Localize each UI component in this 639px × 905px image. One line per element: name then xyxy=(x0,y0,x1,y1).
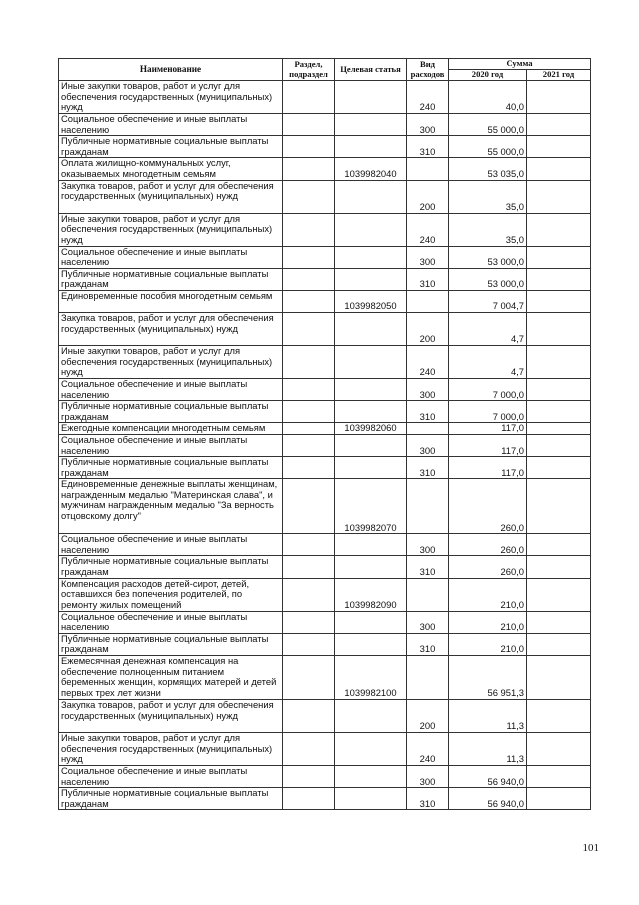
row-expense-type-cell: 300 xyxy=(407,378,449,400)
row-name-cell: Иные закупки товаров, работ и услуг для обеспечения государственных (муниципальных) нужд xyxy=(59,213,283,246)
row-name-cell: Иные закупки товаров, работ и услуг для обеспечения государственных (муниципальных) нужд xyxy=(59,81,283,114)
table-body xyxy=(59,81,591,810)
row-section-cell xyxy=(283,556,335,578)
row-amount-2020-cell: 117,0 xyxy=(449,423,527,435)
table-row xyxy=(59,611,591,633)
table-row xyxy=(59,136,591,158)
row-amount-2020-cell: 210,0 xyxy=(449,633,527,655)
row-amount-2020-cell: 117,0 xyxy=(449,434,527,456)
table-row xyxy=(59,81,591,114)
row-section-cell xyxy=(283,733,335,766)
row-name-cell: Публичные нормативные социальные выплаты гражданам xyxy=(59,136,283,158)
row-target-code-cell xyxy=(335,401,407,423)
row-amount-2020-cell: 7 000,0 xyxy=(449,401,527,423)
row-section-cell xyxy=(283,345,335,378)
row-section-cell xyxy=(283,788,335,810)
table-row xyxy=(59,114,591,136)
row-expense-type-cell: 310 xyxy=(407,457,449,479)
row-section-cell xyxy=(283,434,335,456)
row-amount-2021-cell xyxy=(527,213,591,246)
table-row xyxy=(59,312,591,345)
row-target-code-cell: 1039982100 xyxy=(335,656,407,700)
row-section-cell xyxy=(283,457,335,479)
row-name-cell: Социальное обеспечение и иные выплаты населению xyxy=(59,246,283,268)
table-row xyxy=(59,534,591,556)
row-section-cell xyxy=(283,246,335,268)
row-expense-type-cell: 300 xyxy=(407,434,449,456)
row-target-code-cell xyxy=(335,766,407,788)
row-amount-2020-cell: 7 000,0 xyxy=(449,378,527,400)
row-name-cell: Закупка товаров, работ и услуг для обеспечения государственных (муниципальных) нужд xyxy=(59,312,283,345)
row-expense-type-cell: 310 xyxy=(407,136,449,158)
row-expense-type-cell: 240 xyxy=(407,81,449,114)
row-target-code-cell xyxy=(335,312,407,345)
row-amount-2021-cell xyxy=(527,700,591,733)
row-name-cell: Социальное обеспечение и иные выплаты населению xyxy=(59,114,283,136)
row-amount-2020-cell: 260,0 xyxy=(449,556,527,578)
row-amount-2020-cell: 11,3 xyxy=(449,733,527,766)
row-expense-type-cell: 300 xyxy=(407,611,449,633)
row-amount-2021-cell xyxy=(527,401,591,423)
row-section-cell xyxy=(283,378,335,400)
row-target-code-cell xyxy=(335,246,407,268)
row-name-cell: Публичные нормативные социальные выплаты гражданам xyxy=(59,457,283,479)
row-amount-2021-cell xyxy=(527,312,591,345)
row-section-cell xyxy=(283,268,335,290)
row-amount-2021-cell xyxy=(527,733,591,766)
row-amount-2021-cell xyxy=(527,479,591,534)
table-row xyxy=(59,401,591,423)
row-expense-type-cell: 240 xyxy=(407,213,449,246)
row-section-cell xyxy=(283,213,335,246)
row-name-cell: Социальное обеспечение и иные выплаты населению xyxy=(59,611,283,633)
row-amount-2020-cell: 210,0 xyxy=(449,578,527,611)
table-row xyxy=(59,180,591,213)
table-row xyxy=(59,656,591,700)
table-row xyxy=(59,213,591,246)
row-section-cell xyxy=(283,401,335,423)
row-expense-type-cell: 200 xyxy=(407,312,449,345)
row-name-cell: Закупка товаров, работ и услуг для обеспечения государственных (муниципальных) нужд xyxy=(59,180,283,213)
row-target-code-cell xyxy=(335,556,407,578)
row-name-cell: Закупка товаров, работ и услуг для обеспечения государственных (муниципальных) нужд xyxy=(59,700,283,733)
row-target-code-cell xyxy=(335,700,407,733)
row-amount-2020-cell: 56 940,0 xyxy=(449,766,527,788)
row-expense-type-cell xyxy=(407,158,449,180)
row-section-cell xyxy=(283,611,335,633)
row-amount-2021-cell xyxy=(527,788,591,810)
row-section-cell xyxy=(283,700,335,733)
row-target-code-cell: 1039982070 xyxy=(335,479,407,534)
header-target: Целевая статья xyxy=(335,59,407,81)
table-row xyxy=(59,633,591,655)
row-amount-2020-cell: 210,0 xyxy=(449,611,527,633)
table-row xyxy=(59,345,591,378)
row-target-code-cell: 1039982040 xyxy=(335,158,407,180)
row-target-code-cell xyxy=(335,268,407,290)
row-target-code-cell: 1039982060 xyxy=(335,423,407,435)
row-name-cell: Единовременные пособия многодетным семьям xyxy=(59,290,283,312)
table-row xyxy=(59,423,591,435)
table-row xyxy=(59,700,591,733)
row-amount-2020-cell: 53 000,0 xyxy=(449,268,527,290)
row-expense-type-cell: 310 xyxy=(407,633,449,655)
row-expense-type-cell: 200 xyxy=(407,700,449,733)
row-expense-type-cell: 300 xyxy=(407,114,449,136)
row-expense-type-cell xyxy=(407,423,449,435)
row-amount-2020-cell: 55 000,0 xyxy=(449,114,527,136)
row-amount-2021-cell xyxy=(527,578,591,611)
row-section-cell xyxy=(283,766,335,788)
row-target-code-cell xyxy=(335,733,407,766)
row-amount-2021-cell xyxy=(527,81,591,114)
row-amount-2021-cell xyxy=(527,434,591,456)
row-section-cell xyxy=(283,81,335,114)
row-expense-type-cell: 310 xyxy=(407,268,449,290)
row-amount-2020-cell: 35,0 xyxy=(449,180,527,213)
row-amount-2021-cell xyxy=(527,158,591,180)
row-amount-2020-cell: 11,3 xyxy=(449,700,527,733)
row-amount-2021-cell xyxy=(527,114,591,136)
row-target-code-cell xyxy=(335,378,407,400)
row-amount-2020-cell: 53 000,0 xyxy=(449,246,527,268)
header-sum: Сумма xyxy=(449,59,591,70)
row-target-code-cell xyxy=(335,180,407,213)
row-amount-2021-cell xyxy=(527,656,591,700)
row-amount-2020-cell: 7 004,7 xyxy=(449,290,527,312)
row-expense-type-cell: 310 xyxy=(407,401,449,423)
page-number: 101 xyxy=(582,842,599,854)
row-expense-type-cell: 240 xyxy=(407,733,449,766)
row-amount-2021-cell xyxy=(527,611,591,633)
table-header xyxy=(59,59,591,81)
row-section-cell xyxy=(283,633,335,655)
row-expense-type-cell xyxy=(407,656,449,700)
table-row xyxy=(59,479,591,534)
row-amount-2021-cell xyxy=(527,136,591,158)
table-row xyxy=(59,788,591,810)
table-row xyxy=(59,378,591,400)
row-section-cell xyxy=(283,158,335,180)
row-name-cell: Оплата жилищно-коммунальных услуг, оказываемых многодетным семьям xyxy=(59,158,283,180)
row-amount-2021-cell xyxy=(527,457,591,479)
row-target-code-cell: 1039982050 xyxy=(335,290,407,312)
row-amount-2021-cell xyxy=(527,534,591,556)
row-target-code-cell xyxy=(335,81,407,114)
row-target-code-cell xyxy=(335,114,407,136)
row-target-code-cell xyxy=(335,213,407,246)
row-expense-type-cell: 310 xyxy=(407,556,449,578)
row-section-cell xyxy=(283,312,335,345)
row-amount-2020-cell: 56 951,3 xyxy=(449,656,527,700)
row-name-cell: Публичные нормативные социальные выплаты гражданам xyxy=(59,268,283,290)
row-amount-2020-cell: 56 940,0 xyxy=(449,788,527,810)
row-name-cell: Публичные нормативные социальные выплаты гражданам xyxy=(59,401,283,423)
row-amount-2020-cell: 4,7 xyxy=(449,312,527,345)
row-name-cell: Иные закупки товаров, работ и услуг для обеспечения государственных (муниципальных) нужд xyxy=(59,733,283,766)
row-expense-type-cell: 240 xyxy=(407,345,449,378)
row-amount-2020-cell: 40,0 xyxy=(449,81,527,114)
table-row xyxy=(59,457,591,479)
table-row xyxy=(59,578,591,611)
header-section: Раздел, подраздел xyxy=(283,59,335,81)
row-amount-2021-cell xyxy=(527,345,591,378)
row-section-cell xyxy=(283,656,335,700)
row-section-cell xyxy=(283,114,335,136)
row-section-cell xyxy=(283,290,335,312)
row-expense-type-cell: 200 xyxy=(407,180,449,213)
row-expense-type-cell: 300 xyxy=(407,534,449,556)
row-amount-2021-cell xyxy=(527,246,591,268)
row-amount-2020-cell: 260,0 xyxy=(449,534,527,556)
row-amount-2021-cell xyxy=(527,378,591,400)
row-amount-2021-cell xyxy=(527,268,591,290)
row-target-code-cell xyxy=(335,633,407,655)
row-target-code-cell xyxy=(335,136,407,158)
row-name-cell: Социальное обеспечение и иные выплаты населению xyxy=(59,378,283,400)
table-row xyxy=(59,246,591,268)
row-target-code-cell xyxy=(335,457,407,479)
row-amount-2020-cell: 117,0 xyxy=(449,457,527,479)
row-name-cell: Социальное обеспечение и иные выплаты населению xyxy=(59,434,283,456)
row-section-cell xyxy=(283,423,335,435)
table-row xyxy=(59,268,591,290)
row-target-code-cell xyxy=(335,345,407,378)
row-expense-type-cell: 300 xyxy=(407,246,449,268)
row-amount-2020-cell: 4,7 xyxy=(449,345,527,378)
row-name-cell: Публичные нормативные социальные выплаты гражданам xyxy=(59,556,283,578)
row-amount-2021-cell xyxy=(527,766,591,788)
row-amount-2021-cell xyxy=(527,423,591,435)
row-section-cell xyxy=(283,136,335,158)
row-expense-type-cell xyxy=(407,578,449,611)
row-amount-2020-cell: 55 000,0 xyxy=(449,136,527,158)
row-target-code-cell xyxy=(335,434,407,456)
row-amount-2020-cell: 53 035,0 xyxy=(449,158,527,180)
table-row xyxy=(59,434,591,456)
row-amount-2021-cell xyxy=(527,290,591,312)
row-amount-2021-cell xyxy=(527,633,591,655)
row-name-cell: Ежегодные компенсации многодетным семьям xyxy=(59,423,283,435)
row-section-cell xyxy=(283,578,335,611)
header-type: Вид расходов xyxy=(407,59,449,81)
row-expense-type-cell: 310 xyxy=(407,788,449,810)
row-name-cell: Компенсация расходов детей-сирот, детей, оставшихся без попечения родителей, по ремонту жилых помещений xyxy=(59,578,283,611)
row-name-cell: Социальное обеспечение и иные выплаты населению xyxy=(59,534,283,556)
row-target-code-cell: 1039982090 xyxy=(335,578,407,611)
table-row xyxy=(59,158,591,180)
table-row xyxy=(59,766,591,788)
header-year-2021: 2021 год xyxy=(527,70,591,81)
header-name: Наименование xyxy=(59,59,283,81)
budget-table xyxy=(58,58,591,810)
row-target-code-cell xyxy=(335,534,407,556)
row-expense-type-cell: 300 xyxy=(407,766,449,788)
row-target-code-cell xyxy=(335,788,407,810)
row-section-cell xyxy=(283,479,335,534)
table-row xyxy=(59,290,591,312)
row-amount-2020-cell: 260,0 xyxy=(449,479,527,534)
row-expense-type-cell xyxy=(407,290,449,312)
row-name-cell: Публичные нормативные социальные выплаты гражданам xyxy=(59,633,283,655)
row-name-cell: Единовременные денежные выплаты женщинам, награжденным медалью "Материнская слава", и мужчинам награжденным медалью "За верность отцовскому долгу" xyxy=(59,479,283,534)
row-amount-2021-cell xyxy=(527,556,591,578)
row-name-cell: Ежемесячная денежная компенсация на обеспечение полноценным питанием беременных женщин, кормящих матерей и детей первых трех лет жизни xyxy=(59,656,283,700)
row-name-cell: Иные закупки товаров, работ и услуг для обеспечения государственных (муниципальных) нужд xyxy=(59,345,283,378)
table-row xyxy=(59,733,591,766)
row-name-cell: Социальное обеспечение и иные выплаты населению xyxy=(59,766,283,788)
row-amount-2020-cell: 35,0 xyxy=(449,213,527,246)
header-year-2020: 2020 год xyxy=(449,70,527,81)
row-name-cell: Публичные нормативные социальные выплаты гражданам xyxy=(59,788,283,810)
row-amount-2021-cell xyxy=(527,180,591,213)
row-section-cell xyxy=(283,180,335,213)
table-row xyxy=(59,556,591,578)
row-section-cell xyxy=(283,534,335,556)
row-expense-type-cell xyxy=(407,479,449,534)
row-target-code-cell xyxy=(335,611,407,633)
